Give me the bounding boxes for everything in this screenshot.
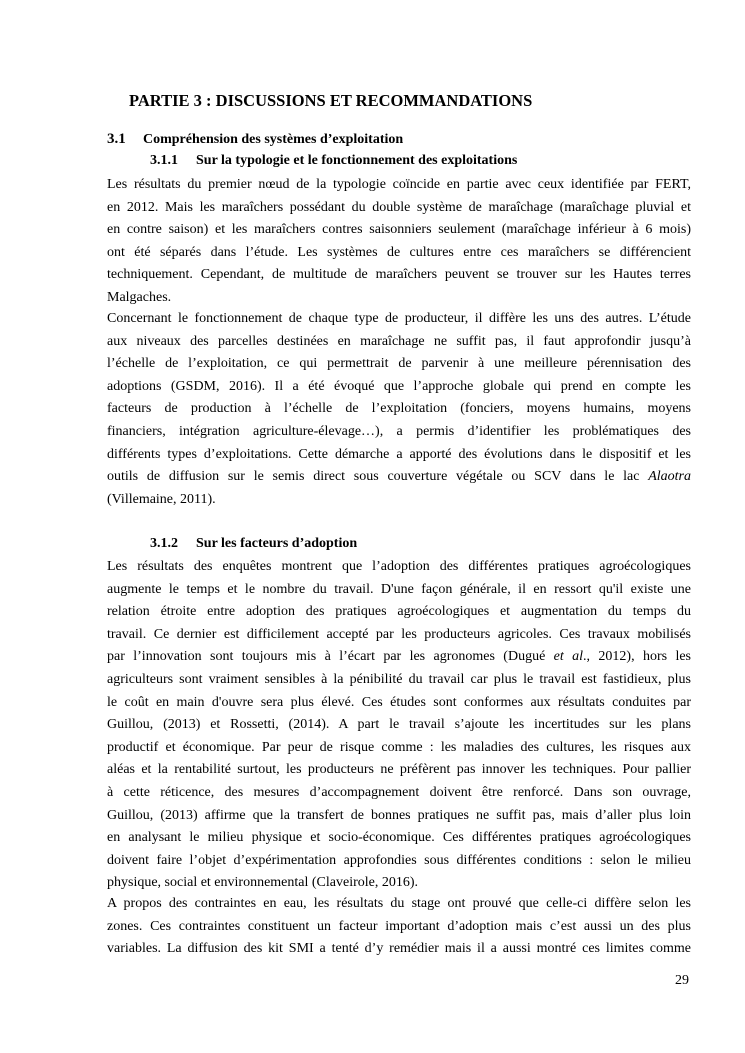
- text-line: en contre saison) et les maraîchers contres saisonniers seulement (maraîchage inférieur à 6 mois): [107, 222, 691, 238]
- text-line: adoptions (GSDM, 2016). Il a été évoqué que l’approche globale qui prend en compte les: [107, 378, 691, 394]
- text-line: [107, 646, 691, 669]
- section-number: 3.1: [107, 131, 126, 147]
- text-run: outils de diffusion sur le semis direct sous couverture végétale ou SCV dans le lac: [107, 469, 640, 485]
- text-line: Concernant le fonctionnement de chaque type de producteur, il diffère les uns des autres. L’étude: [107, 311, 691, 326]
- subsection-number: 3.1.1: [150, 153, 178, 168]
- paragraph-water-constraints: [107, 893, 691, 961]
- text-line: [107, 466, 691, 489]
- subsection-title: Sur la typologie et le fonctionnement des exploitations: [196, 153, 518, 168]
- text-run: par l’innovation sont toujours mis à l’écart par les agronomes (Dugué: [107, 649, 546, 665]
- text-line: (Villemaine, 2011).: [107, 491, 216, 507]
- paragraph-adoption-factors: [107, 556, 691, 895]
- text-line: Guillou, (2013) et Rossetti, (2014). A part le travail s’ajoute les incertitudes sur les plans: [107, 717, 691, 733]
- page-number: 29: [675, 973, 689, 988]
- text-line: en analysant le milieu physique et socio-économique. Ces différentes pratiques agroécologiques: [107, 830, 691, 846]
- section-title: Compréhension des systèmes d’exploitation: [143, 132, 404, 147]
- subsection-number: 3.1.2: [150, 536, 178, 551]
- subsection-heading-3-1-1: [150, 153, 517, 169]
- text-line: Guillou, (2013) affirme que la transfert de bonnes pratiques ne suffit pas, mais d’aller plus loin: [107, 807, 691, 823]
- text-line: Malgaches.: [107, 289, 172, 305]
- text-line: variables. La diffusion des kit SMI a tenté d’y remédier mais il a aussi montré ces limites comme: [107, 941, 691, 957]
- paragraph-functioning: [107, 308, 691, 511]
- text-line: physique, social et environnemental (Claveirole, 2016).: [107, 875, 419, 891]
- text-line: augmente le temps et le nombre du travail. D'une façon générale, il en ressort qu'il existe une: [107, 581, 691, 597]
- text-line: productif et économique. Par peur de risque comme : les maladies des cultures, les risques aux: [107, 739, 691, 755]
- text-run: ., 2012), hors les: [583, 649, 691, 665]
- subsection-title: Sur les facteurs d’adoption: [196, 536, 358, 551]
- text-line: l’échelle de l’exploitation, ce qui permettrait de parvenir à une meilleure pérennisation des: [107, 356, 691, 372]
- text-line: relation étroite entre adoption des pratiques agroécologiques et augmentation du temps du: [107, 604, 691, 620]
- text-line: doivent faire l’objet d’expérimentation approfondies sous différentes conditions : selon le milieu: [107, 852, 691, 868]
- italic-term: et al: [553, 649, 584, 665]
- text-line: Les résultats des enquêtes montrent que l’adoption des différentes pratiques agroécologiques: [107, 559, 691, 574]
- part-title: PARTIE 3 : DISCUSSIONS ET RECOMMANDATIONS: [129, 91, 533, 110]
- italic-term: Alaotra: [648, 469, 691, 485]
- text-line: ont été séparés dans l’étude. Les systèmes de cultures entre ces maraîchers se différencient: [107, 244, 691, 260]
- text-line: facteurs de production à l’échelle de l’exploitation (fonciers, moyens humains, moyens: [107, 401, 691, 417]
- text-line: agriculteurs sont vraiment sensibles à la pénibilité du travail car plus le travail est fastidieux, plus: [107, 671, 691, 687]
- text-line: différents types d’exploitations. Cette démarche a apporté des évolutions dans le dispositif et les: [107, 446, 691, 462]
- section-heading-3-1: [107, 131, 403, 148]
- text-line: financiers, intégration agriculture-élevage…), a permis d’identifier les problématiques des: [107, 423, 691, 439]
- text-line: le coût en main d'ouvre sera plus élevé. Ces études sont conformes aux résultats conduites par: [107, 694, 691, 710]
- text-line: aléas et la rentabilité surtout, les producteurs ne préfèrent pas innover les techniques. Pour pallier: [107, 762, 691, 778]
- text-line: en 2012. Mais les maraîchers possédant du double système de maraîchage (maraîchage pluvial et: [107, 199, 691, 215]
- text-line: à cette réticence, des mesures d’accompagnement doivent être renforcé. Dans son ouvrage,: [107, 784, 691, 800]
- text-line: Les résultats du premier nœud de la typologie coïncide en partie avec ceux identifiée par FERT,: [107, 177, 691, 192]
- text-line: A propos des contraintes en eau, les résultats du stage ont prouvé que celle-ci diffère selon les: [107, 896, 691, 911]
- text-line: aux niveaux des parcelles destinées en maraîchage ne suffit pas, il faut approfondir jusqu’à: [107, 333, 691, 349]
- subsection-heading-3-1-2: [150, 536, 357, 552]
- paragraph-typology: [107, 174, 691, 310]
- text-line: travail. Ce dernier est difficilement accepté par les producteurs agricoles. Ces travaux mobilisés: [107, 626, 691, 642]
- text-line: techniquement. Cependant, de multitude de maraîchers peuvent se trouver sur les Hautes terres: [107, 267, 691, 283]
- text-line: zones. Ces contraintes constituent un facteur important d’adoption mais c’est aussi un des plus: [107, 918, 691, 934]
